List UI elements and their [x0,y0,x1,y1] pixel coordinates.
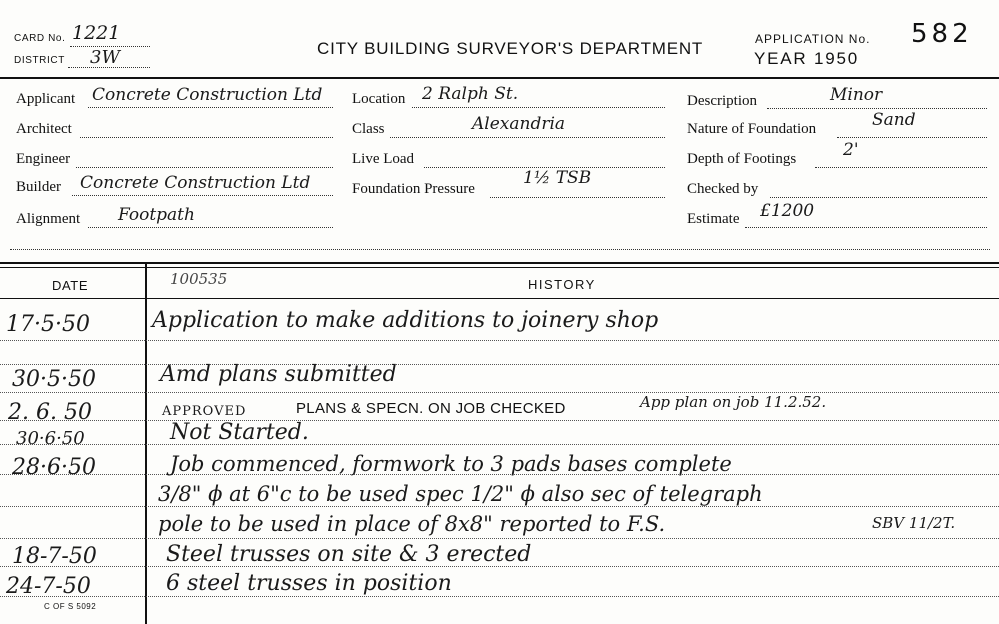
table-header-rule [0,298,999,299]
row-note: App plan on job 11.2.52. [640,393,827,411]
card-no-value: 1221 [72,22,121,44]
department-title: CITY BUILDING SURVEYOR'S DEPARTMENT [317,39,704,58]
date-column-header: DATE [52,278,89,293]
class-value: Alexandria [472,114,566,134]
history-column-header: HISTORY [528,277,596,292]
alignment-value: Footpath [118,205,195,225]
description-value: Minor [830,85,883,105]
card-no-label: CARD No. [14,33,66,44]
foundation-pressure-label: Foundation Pressure [352,181,475,197]
engineer-label: Engineer [16,151,71,167]
district-label: DISTRICT [14,55,65,66]
approved-stamp: PLANS & SPECN. ON JOB CHECKED [296,400,566,417]
applicant-label: Applicant [16,91,76,107]
live-load-label: Live Load [352,151,415,167]
depth-of-footings-label: Depth of Footings [687,151,797,167]
row-date: 17·5·50 [6,312,90,337]
row-text: pole to be used in place of 8x8" reported to F.S. [158,512,666,536]
builder-label: Builder [16,179,61,195]
estimate-label: Estimate [687,211,740,227]
application-number: 582 [911,19,973,49]
row-text: Not Started. [170,420,309,445]
header-rule [0,77,999,79]
applicant-value: Concrete Construction Ltd [92,85,323,105]
depth-of-footings-value: 2' [843,140,859,160]
row-note: SBV 11/2T. [872,514,956,532]
row-date: 24-7-50 [6,574,91,599]
application-label: APPLICATION No. [755,32,871,46]
row-date: 30·6·50 [16,428,85,449]
nature-of-foundation-label: Nature of Foundation [687,121,817,137]
alignment-label: Alignment [16,211,81,227]
row-date: 18-7-50 [12,544,97,569]
location-value: 2 Ralph St. [422,84,519,104]
district-value: 3W [90,47,120,68]
row-date: 2. 6. 50 [8,400,92,425]
row-text: Job commenced, formwork to 3 pads bases complete [170,452,732,476]
row-text: Application to make additions to joinery shop [152,308,659,333]
row-text: 3/8" ϕ at 6"c to be used spec 1/2" ϕ also sec of telegraph [158,482,763,506]
architect-label: Architect [16,121,72,137]
header-scrawl: 100535 [170,270,228,288]
year-label: YEAR 1950 [754,49,860,68]
checked-by-label: Checked by [687,181,759,197]
nature-of-foundation-value: Sand [872,110,916,130]
row-text: Amd plans submitted [160,362,397,387]
row-text: Steel trusses on site & 3 erected [166,542,532,567]
approved-stamp-label: APPROVED [162,404,247,419]
row-date: 28·6·50 [12,455,96,480]
foundation-pressure-value: 1½ TSB [523,168,592,188]
form-code: C OF S 5092 [44,602,97,611]
location-label: Location [352,91,406,107]
class-label: Class [352,121,385,137]
table-top-rule [0,262,999,264]
row-text: 6 steel trusses in position [166,571,452,596]
description-label: Description [687,93,757,109]
row-date: 30·5·50 [12,367,96,392]
builder-value: Concrete Construction Ltd [80,173,311,193]
estimate-value: £1200 [760,201,815,221]
